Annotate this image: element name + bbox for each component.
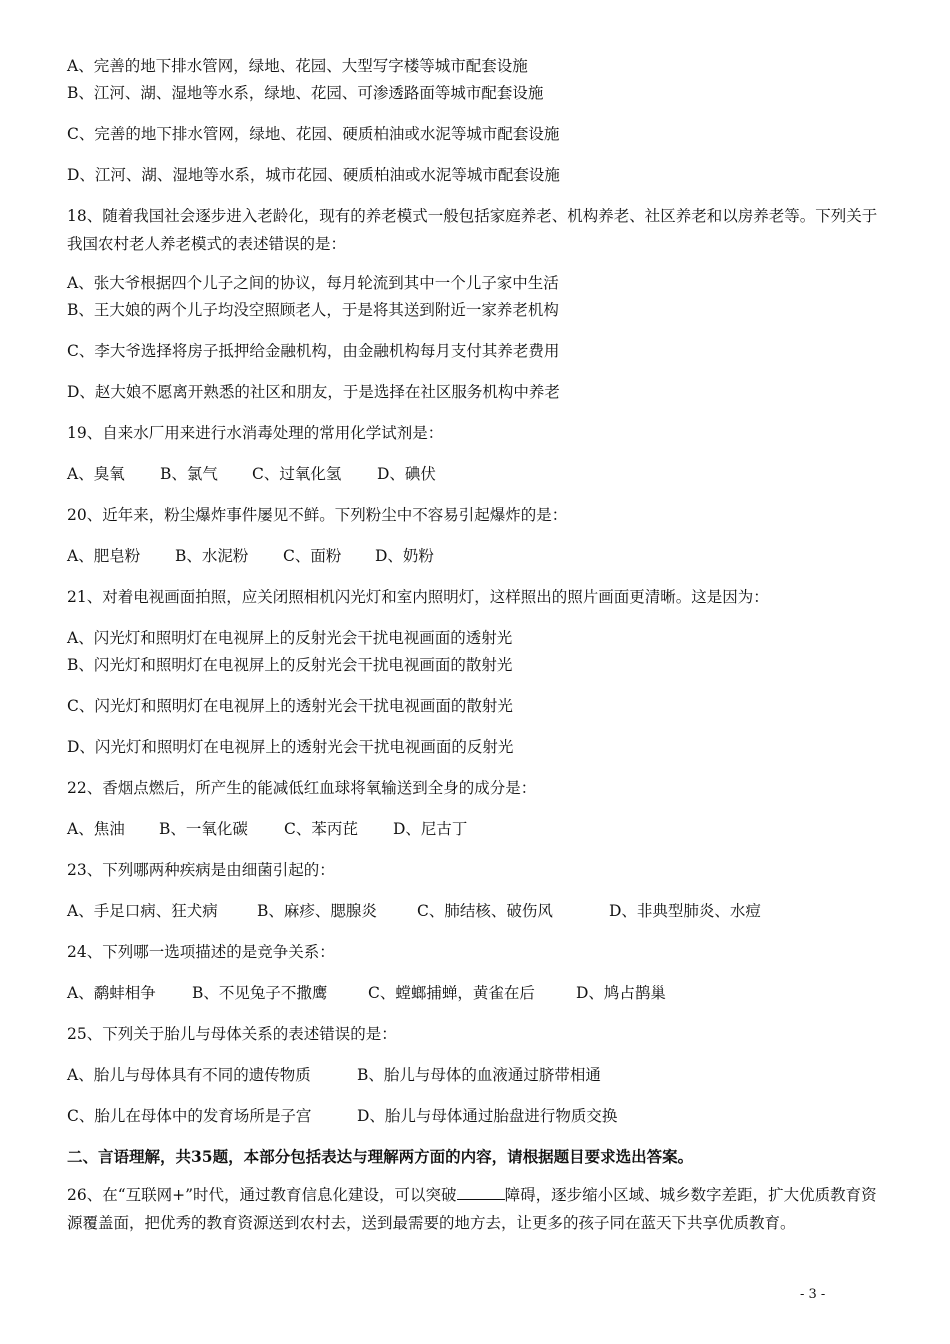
q25-option-c: C、胎儿在母体中的发育场所是子宫 [67, 1107, 312, 1125]
q19-option-b: B、氯气 [160, 465, 218, 483]
q23-options [67, 901, 761, 921]
q20-option-c: C、面粉 [283, 547, 342, 565]
q20-option-b: B、水泥粉 [175, 547, 249, 565]
q22-option-a: A、焦油 [67, 820, 125, 838]
page-number: - 3 - [800, 1287, 826, 1302]
q20-option-a: A、肥皂粉 [67, 547, 141, 565]
q22-option-b: B、一氧化碳 [159, 820, 248, 838]
q17-option-a: A、完善的地下排水管网，绿地、花园、大型写字楼等城市配套设施 [67, 57, 528, 75]
q19-options [67, 464, 436, 484]
q18-option-d: D、赵大娘不愿离开熟悉的社区和朋友，于是选择在社区服务机构中养老 [67, 383, 560, 401]
q25-option-a: A、胎儿与母体具有不同的遗传物质 [67, 1066, 311, 1084]
q22-option-c: C、苯丙芘 [284, 820, 358, 838]
q22-option-d: D、尼古丁 [393, 820, 468, 838]
q18-option-b: B、王大娘的两个儿子均没空照顾老人，于是将其送到附近一家养老机构 [67, 301, 559, 319]
q20-stem: 20、近年来，粉尘爆炸事件屡见不鲜。下列粉尘中不容易引起爆炸的是： [67, 506, 568, 524]
q25-options-row1 [67, 1065, 601, 1085]
q17-option-d: D、江河、湖、湿地等水系，城市花园、硬质柏油或水泥等城市配套设施 [67, 166, 560, 184]
q19-option-c: C、过氧化氢 [252, 465, 342, 483]
q21-option-d: D、闪光灯和照明灯在电视屏上的透射光会干扰电视画面的反射光 [67, 738, 514, 756]
q24-option-d: D、鸠占鹊巢 [576, 984, 666, 1002]
q25-option-d: D、胎儿与母体通过胎盘进行物质交换 [357, 1107, 618, 1125]
q26-stem [67, 1181, 883, 1237]
q23-option-a: A、手足口病、狂犬病 [67, 902, 218, 920]
q24-option-c: C、螳螂捕蝉，黄雀在后 [368, 984, 535, 1002]
q21-option-c: C、闪光灯和照明灯在电视屏上的透射光会干扰电视画面的散射光 [67, 697, 513, 715]
q24-options [67, 983, 666, 1003]
q21-option-b: B、闪光灯和照明灯在电视屏上的反射光会干扰电视画面的散射光 [67, 656, 513, 674]
q24-option-a: A、鹬蚌相争 [67, 984, 156, 1002]
q22-options [67, 819, 467, 839]
q19-option-a: A、臭氧 [67, 465, 125, 483]
q25-option-b: B、胎儿与母体的血液通过脐带相通 [357, 1066, 601, 1084]
q23-stem: 23、下列哪两种疾病是由细菌引起的： [67, 861, 335, 879]
q20-option-d: D、奶粉 [375, 547, 434, 565]
q26-stem-after: 障碍，逐步缩小区域、城乡数字差距，扩大优质教育资源覆盖面，把优秀的教育资源送到农村去，送到最需要的地方去，让更多的孩子同在蓝天下共享优质教育。 [67, 1186, 877, 1232]
q25-stem: 25、下列关于胎儿与母体关系的表述错误的是： [67, 1025, 397, 1043]
q23-option-d: D、非典型肺炎、水痘 [609, 902, 761, 920]
q18-option-c: C、李大爷选择将房子抵押给金融机构，由金融机构每月支付其养老费用 [67, 342, 560, 360]
q17-option-b: B、江河、湖、湿地等水系，绿地、花园、可渗透路面等城市配套设施 [67, 84, 544, 102]
q21-stem: 21、对着电视画面拍照，应关闭照相机闪光灯和室内照明灯，这样照出的照片画面更清晰。这是因为： [67, 588, 769, 606]
section-heading: 二、言语理解，共35题，本部分包括表达与理解两方面的内容，请根据题目要求选出答案。 [67, 1147, 694, 1166]
q24-option-b: B、不见兔子不撒鹰 [192, 984, 328, 1002]
q18-option-a: A、张大爷根据四个儿子之间的协议，每月轮流到其中一个儿子家中生活 [67, 274, 559, 292]
q26-blank [457, 1185, 505, 1200]
q22-stem: 22、香烟点燃后，所产生的能减低红血球将氧输送到全身的成分是： [67, 779, 537, 797]
q17-option-c: C、完善的地下排水管网，绿地、花园、硬质柏油或水泥等城市配套设施 [67, 125, 560, 143]
q20-options [67, 546, 434, 566]
q24-stem: 24、下列哪一选项描述的是竞争关系： [67, 943, 335, 961]
q25-options-row2 [67, 1106, 617, 1126]
q19-option-d: D、碘伏 [377, 465, 436, 483]
q26-stem-before: 26、在“互联网+”时代，通过教育信息化建设，可以突破 [67, 1186, 457, 1204]
q18-stem: 18、随着我国社会逐步进入老龄化，现有的养老模式一般包括家庭养老、机构养老、社区养老和以房养老等。下列关于我国农村老人养老模式的表述错误的是： [67, 207, 878, 253]
q19-stem: 19、自来水厂用来进行水消毒处理的常用化学试剂是： [67, 424, 444, 442]
q23-option-c: C、肺结核、破伤风 [417, 902, 553, 920]
q23-option-b: B、麻疹、腮腺炎 [257, 902, 377, 920]
q21-option-a: A、闪光灯和照明灯在电视屏上的反射光会干扰电视画面的透射光 [67, 629, 513, 647]
